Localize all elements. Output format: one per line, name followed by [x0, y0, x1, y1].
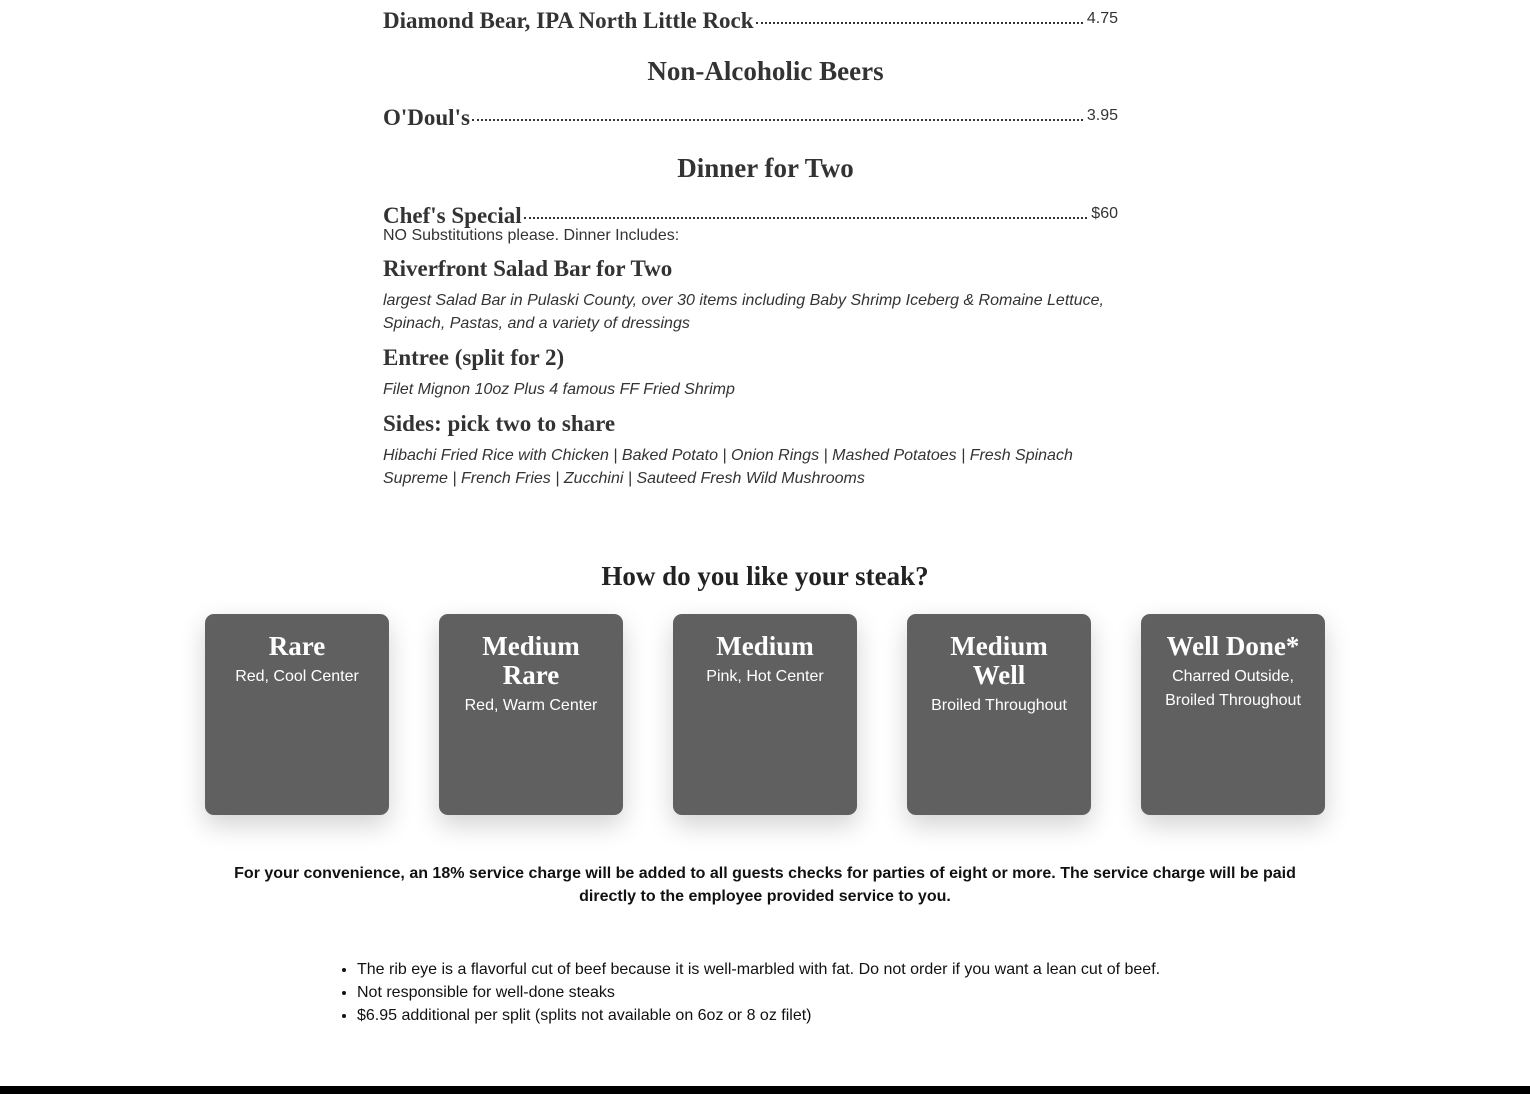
section-title-non-alcoholic: Non-Alcoholic Beers: [647, 56, 884, 86]
sides-heading: Sides: pick two to share: [383, 411, 616, 436]
doneness-name: Rare: [268, 631, 326, 661]
item-price: 3.95: [1086, 107, 1118, 124]
doneness-desc: Pink, Hot Center: [706, 668, 824, 685]
footnotes-list: [337, 958, 1227, 1027]
item-price: 4.75: [1086, 10, 1118, 27]
salad-heading: Riverfront Salad Bar for Two: [383, 256, 673, 281]
salad-description: largest Salad Bar in Pulaski County, over 30 items including Baby Shrimp Iceberg & Romaine Lettuce, Spinach, Pastas, and a variety of dressings: [383, 292, 1104, 332]
doneness-card-medium-rare: [439, 614, 623, 815]
doneness-name: Medium Well: [950, 631, 1048, 690]
dot-leader: [524, 216, 1088, 219]
list-item: • $6.95 additional per split (splits not available on 6oz or 8 oz filet): [357, 1004, 1227, 1027]
menu-item-odouls: [383, 97, 1118, 129]
doneness-desc: Charred Outside, Broiled Throughout: [1165, 668, 1301, 709]
doneness-desc: Red, Cool Center: [235, 668, 359, 685]
doneness-name: Medium Rare: [482, 631, 580, 690]
list-item: • The rib eye is a flavorful cut of beef because it is well-marbled with fat. Do not order if you want a lean cut of beef.: [357, 958, 1227, 981]
list-item: • Not responsible for well-done steaks: [357, 981, 1227, 1004]
doneness-desc: Red, Warm Center: [464, 697, 598, 714]
menu-item-diamond-bear: [383, 0, 1118, 32]
item-name: Chef's Special: [383, 203, 522, 228]
item-price: $60: [1091, 205, 1118, 222]
dinner-note: NO Substitutions please. Dinner Includes:: [383, 227, 680, 244]
dot-leader: [472, 118, 1083, 121]
doneness-name: Medium: [716, 631, 814, 661]
doneness-desc: Broiled Throughout: [931, 697, 1067, 714]
item-name: O'Doul's: [383, 105, 470, 130]
steak-doneness-title: How do you like your steak?: [601, 561, 929, 591]
service-charge-note: For your convenience, an 18% service charge will be added to all guests checks for parties of eight or more. The service charge will be paid directly to the employee provided service to you.: [234, 865, 1296, 905]
sides-description: Hibachi Fried Rice with Chicken | Baked Potato | Onion Rings | Mashed Potatoes | Fresh Spinach Supreme | French Fries | Zucchini | Sauteed Fresh Wild Mushrooms: [383, 447, 1073, 487]
doneness-card-medium-well: [907, 614, 1091, 815]
doneness-card-well-done: [1141, 614, 1325, 815]
section-title-dinner-for-two: Dinner for Two: [677, 153, 854, 183]
doneness-name: Well Done*: [1166, 631, 1300, 661]
entree-heading: Entree (split for 2): [383, 345, 565, 370]
dot-leader: [756, 21, 1083, 24]
entree-description: Filet Mignon 10oz Plus 4 famous FF Fried Shrimp: [383, 381, 735, 398]
doneness-card-medium: [673, 614, 857, 815]
doneness-card-rare: [205, 614, 389, 815]
menu-item-chefs-special: [383, 195, 1118, 227]
footer-bar: [0, 1086, 1530, 1094]
doneness-cards: [205, 614, 1325, 815]
item-name: Diamond Bear, IPA North Little Rock: [383, 8, 754, 33]
